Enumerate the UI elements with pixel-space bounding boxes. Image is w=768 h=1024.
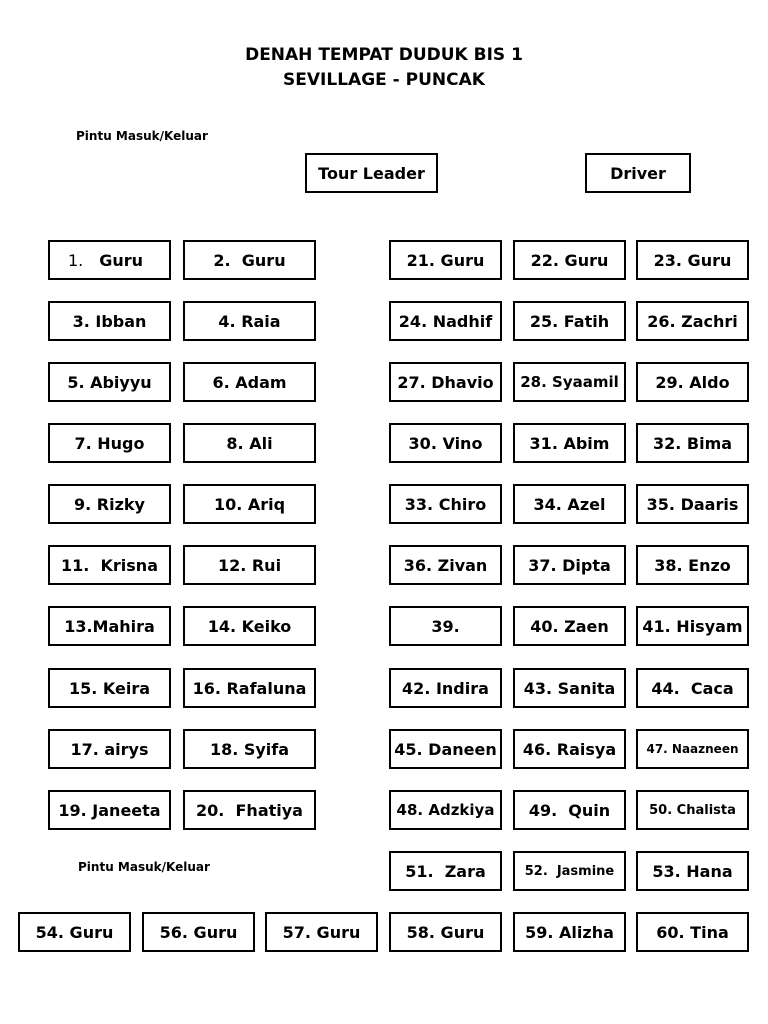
seat-48: 48. Adzkiya bbox=[389, 790, 502, 830]
seat-name: Guru bbox=[99, 250, 144, 270]
seat-18: 18. Syifa bbox=[183, 729, 316, 769]
tour-leader-seat: Tour Leader bbox=[305, 153, 438, 193]
seat-30: 30. Vino bbox=[389, 423, 502, 463]
seat-9: 9. Rizky bbox=[48, 484, 171, 524]
seat-20: 20. Fhatiya bbox=[183, 790, 316, 830]
seat-31: 31. Abim bbox=[513, 423, 626, 463]
seat-22: 22. Guru bbox=[513, 240, 626, 280]
seat-41: 41. Hisyam bbox=[636, 606, 749, 646]
seat-57: 57. Guru bbox=[265, 912, 378, 952]
seat-44: 44. Caca bbox=[636, 668, 749, 708]
seat-59: 59. Alizha bbox=[513, 912, 626, 952]
page-subtitle: SEVILLAGE - PUNCAK bbox=[283, 70, 485, 90]
seat-8: 8. Ali bbox=[183, 423, 316, 463]
seat-32: 32. Bima bbox=[636, 423, 749, 463]
seat-13: 13.Mahira bbox=[48, 606, 171, 646]
seat-49: 49. Quin bbox=[513, 790, 626, 830]
seat-40: 40. Zaen bbox=[513, 606, 626, 646]
seat-26: 26. Zachri bbox=[636, 301, 749, 341]
seat-54: 54. Guru bbox=[18, 912, 131, 952]
seat-52: 52. Jasmine bbox=[513, 851, 626, 891]
seat-15: 15. Keira bbox=[48, 668, 171, 708]
seat-47: 47. Naazneen bbox=[636, 729, 749, 769]
seat-14: 14. Keiko bbox=[183, 606, 316, 646]
seat-25: 25. Fatih bbox=[513, 301, 626, 341]
seat-6: 6. Adam bbox=[183, 362, 316, 402]
seat-17: 17. airys bbox=[48, 729, 171, 769]
seat-58: 58. Guru bbox=[389, 912, 502, 952]
seat-12: 12. Rui bbox=[183, 545, 316, 585]
seat-27: 27. Dhavio bbox=[389, 362, 502, 402]
seat-53: 53. Hana bbox=[636, 851, 749, 891]
seat-28: 28. Syaamil bbox=[513, 362, 626, 402]
seat-33: 33. Chiro bbox=[389, 484, 502, 524]
seat-37: 37. Dipta bbox=[513, 545, 626, 585]
seat-11: 11. Krisna bbox=[48, 545, 171, 585]
seat-51: 51. Zara bbox=[389, 851, 502, 891]
seat-45: 45. Daneen bbox=[389, 729, 502, 769]
seat-4: 4. Raia bbox=[183, 301, 316, 341]
seat-19: 19. Janeeta bbox=[48, 790, 171, 830]
seat-5: 5. Abiyyu bbox=[48, 362, 171, 402]
seat-50: 50. Chalista bbox=[636, 790, 749, 830]
seat-42: 42. Indira bbox=[389, 668, 502, 708]
seat-16: 16. Rafaluna bbox=[183, 668, 316, 708]
seat-36: 36. Zivan bbox=[389, 545, 502, 585]
seat-23: 23. Guru bbox=[636, 240, 749, 280]
seat-10: 10. Ariq bbox=[183, 484, 316, 524]
seat-3: 3. Ibban bbox=[48, 301, 171, 341]
seat-56: 56. Guru bbox=[142, 912, 255, 952]
driver-seat: Driver bbox=[585, 153, 691, 193]
seat-7: 7. Hugo bbox=[48, 423, 171, 463]
seat-24: 24. Nadhif bbox=[389, 301, 502, 341]
seat-34: 34. Azel bbox=[513, 484, 626, 524]
seat-39: 39. bbox=[389, 606, 502, 646]
seat-29: 29. Aldo bbox=[636, 362, 749, 402]
seat-number: 1. bbox=[68, 250, 84, 270]
page-title: DENAH TEMPAT DUDUK BIS 1 bbox=[245, 45, 523, 65]
seat-21: 21. Guru bbox=[389, 240, 502, 280]
seat-46: 46. Raisya bbox=[513, 729, 626, 769]
seat-43: 43. Sanita bbox=[513, 668, 626, 708]
seat-60: 60. Tina bbox=[636, 912, 749, 952]
seat-2: 2. Guru bbox=[183, 240, 316, 280]
seat-38: 38. Enzo bbox=[636, 545, 749, 585]
front-door-label: Pintu Masuk/Keluar bbox=[76, 129, 208, 143]
seat-1 bbox=[48, 240, 171, 280]
seat-35: 35. Daaris bbox=[636, 484, 749, 524]
rear-door-label: Pintu Masuk/Keluar bbox=[78, 860, 210, 874]
